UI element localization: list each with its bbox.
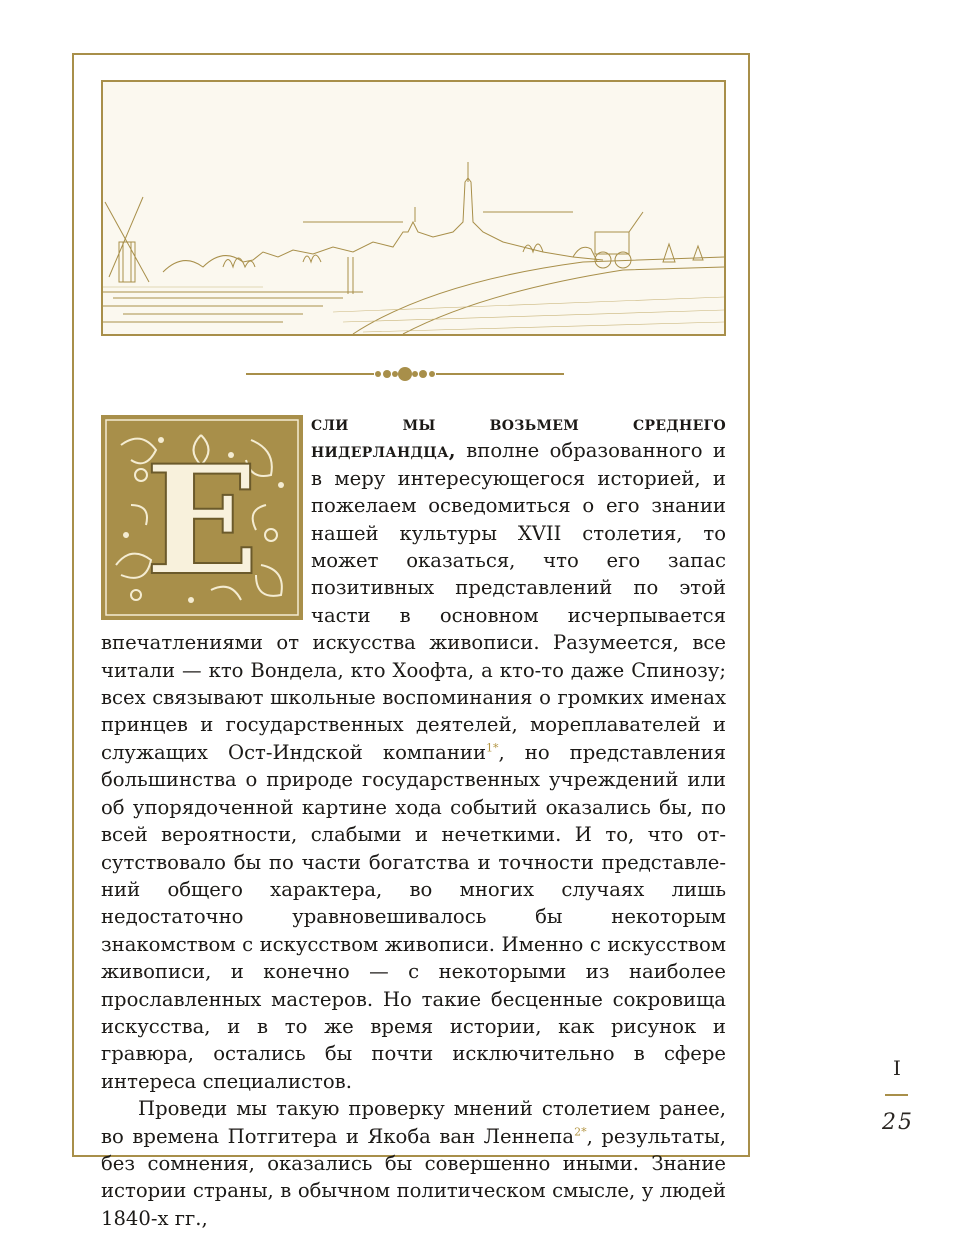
paragraph-2-body: Проведи мы такую проверку мнений столетием ранее, во времена Потгитера и Якоба ван Леннепа [101,1097,726,1148]
flourish-divider-icon [246,362,564,386]
paragraph-1-body-after: , но представления большинства о природе государственных учреждений или об упорядоченной картине хода событий оказались бы, по всей вероятности, слабыми и нечеткими. И то, что отсутствовало бы по части богатства и точности представлений общего характера, во многих случаях лишь недостаточно уравновешивалось бы некоторым знакомством с искусством живописи. Именно с искусством живописи, и конечно — с некоторыми из наиболее прославленных мастеров. Но такие бесценные сокровища искусства, и в то же время истории, как рисунок и гравюра, остались бы почти исключительно в сфере интереса специалистов. [101,740,726,1093]
drop-cap-letter: Е [144,433,260,609]
landscape-engraving [101,80,726,336]
paragraph-2 [101,1095,726,1232]
page-number: 25 [882,1110,914,1135]
paragraph-1-body: вполне образованного и в меру интересующегося историей, и пожелаем осведомиться о его знании нашей культуры XVII столетия, то может оказаться, что его запас позитивных представлений по этой части в основном исчерпывается впечатлениями от искусства живописи. Разумеется, все читали — кто Вондела, кто Хоофта, а кто-то даже Спинозу; всех связывают школьные воспоминания о громких именах принцев и государственных деятелей, мореплавателей и служащих Ост-Индской компании [101,439,726,764]
footnote-marker-1[interactable]: 1* [486,741,499,755]
margin-divider [885,1094,908,1096]
paragraph-1 [101,410,726,1095]
flourish-divider [246,362,564,386]
body-text [101,410,726,1232]
paragraph-2-body-after: , результаты, без сомнения, оказались бы совершенно иными. Знание истории страны, в обычном политическом смысле, у людей 1840-х гг., [101,1124,726,1230]
footnote-marker-2[interactable]: 2* [574,1125,587,1139]
landscape-engraving-icon [103,82,724,334]
paragraph-1-lead: сли мы возьмем среднего нидерландца, [311,412,726,463]
section-numeral: I [893,1056,901,1080]
